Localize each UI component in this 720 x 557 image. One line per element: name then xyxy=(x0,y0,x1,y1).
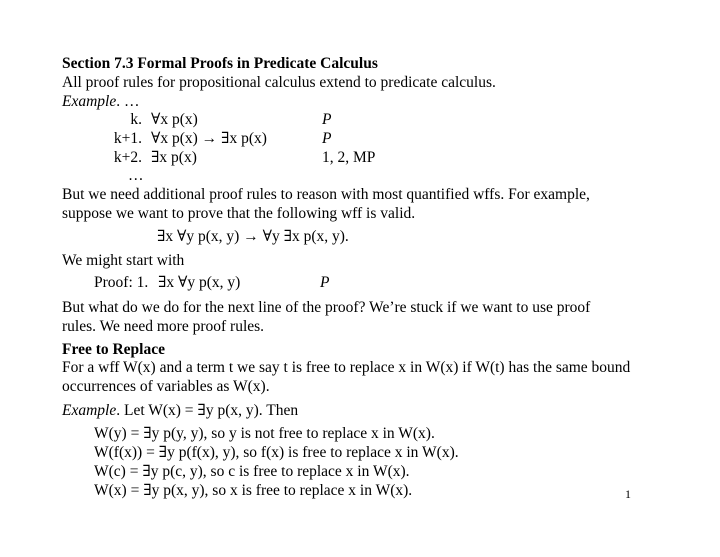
proof-line-reason: P xyxy=(322,130,332,147)
example-ellipsis: . … xyxy=(116,93,140,110)
page-number: 1 xyxy=(625,487,631,501)
ellipsis: … xyxy=(128,167,144,184)
definition-line: For a wff W(x) and a term t we say t is free to replace x in W(x) if W(t) has the same bound xyxy=(62,359,631,376)
example-label: Example xyxy=(62,402,117,419)
paragraph-line: rules. We need more proof rules. xyxy=(62,318,265,335)
proof-line-formula: ∀x p(x) → ∃x p(x) xyxy=(151,130,267,147)
definition-line: occurrences of variables as W(x). xyxy=(62,378,270,395)
proof-line-number: k. xyxy=(130,111,142,128)
example-line: W(c) = ∃y p(c, y), so c is free to replace x in W(x). xyxy=(94,463,410,480)
section-title: Section 7.3 Formal Proofs in Predicate Calculus xyxy=(62,55,378,72)
example-label: Example xyxy=(62,93,117,110)
proof-line-formula: ∃x p(x) xyxy=(151,149,197,166)
display-formula: ∃x ∀y p(x, y) → ∀y ∃x p(x, y). xyxy=(157,228,349,245)
proof-line-number: k+1. xyxy=(113,130,142,147)
paragraph-line: suppose we want to prove that the following wff is valid. xyxy=(62,205,416,222)
example-line: W(f(x)) = ∃y p(f(x), y), so f(x) is free to replace x in W(x). xyxy=(94,444,459,461)
proof-label: Proof: 1. xyxy=(94,274,149,291)
paragraph-line: But we need additional proof rules to reason with most quantified wffs. For example, xyxy=(62,186,590,203)
subsection-heading: Free to Replace xyxy=(62,341,165,358)
proof-line-formula: ∃x ∀y p(x, y) xyxy=(158,274,241,291)
example2-intro xyxy=(62,401,298,420)
proof-line-reason: P xyxy=(322,111,332,128)
intro-text: All proof rules for propositional calculus extend to predicate calculus. xyxy=(62,74,496,91)
proof-line-number: k+2. xyxy=(113,149,142,166)
example-intro xyxy=(62,92,139,111)
example-line: W(y) = ∃y p(y, y), so y is not free to replace x in W(x). xyxy=(94,425,435,442)
proof-line-reason: 1, 2, MP xyxy=(322,149,376,166)
proof-line-formula: ∀x p(x) xyxy=(151,111,198,128)
paragraph-line: We might start with xyxy=(62,252,185,269)
proof-line-reason: P xyxy=(320,274,330,291)
example-text: . Let W(x) = ∃y p(x, y). Then xyxy=(116,402,299,419)
example-line: W(x) = ∃y p(x, y), so x is free to replace x in W(x). xyxy=(94,482,413,499)
paragraph-line: But what do we do for the next line of the proof? We’re stuck if we want to use proof xyxy=(62,299,591,316)
